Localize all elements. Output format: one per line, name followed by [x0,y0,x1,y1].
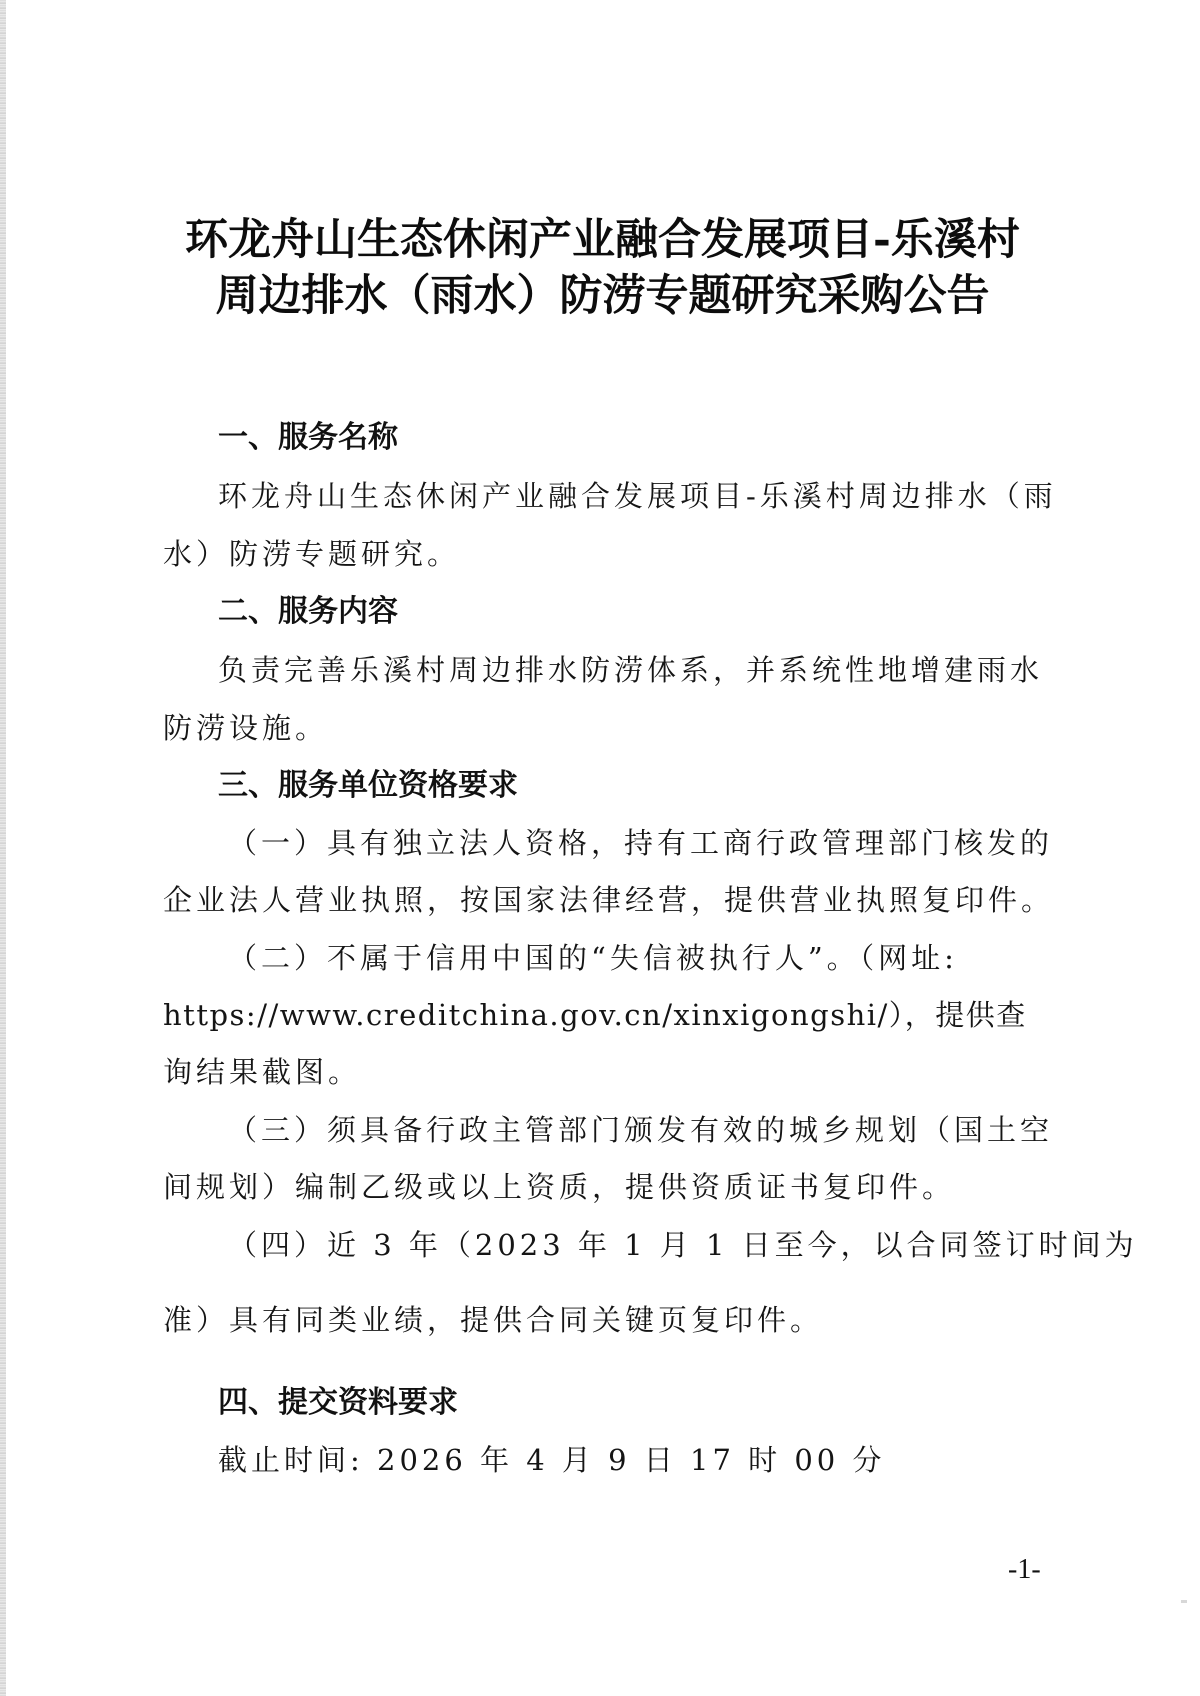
scan-edge-artifact [0,0,6,1696]
qualification-item-4-line-1: （四）近 3 年（2023 年 1 月 1 日至今，以合同签订时间为 [228,1228,1138,1262]
qualification-item-2-line-2-url: https://www.creditchina.gov.cn/xinxigongshi/），提供查 [163,998,1027,1032]
section-heading-submission: 四、提交资料要求 [218,1385,458,1420]
qualification-item-1-line-2: 企业法人营业执照，按国家法律经营，提供营业执照复印件。 [163,883,1055,917]
document-title-line-1: 环龙舟山生态休闲产业融合发展项目-乐溪村 [185,215,1020,265]
qualification-item-3-line-2: 间规划）编制乙级或以上资质，提供资质证书复印件。 [163,1170,956,1204]
qualification-item-4-line-2: 准）具有同类业绩，提供合同关键页复印件。 [163,1303,824,1337]
qualification-item-2-line-1: （二）不属于信用中国的“失信被执行人”。（网址: [228,941,958,975]
section-heading-service-content: 二、服务内容 [218,594,398,629]
service-name-line-1: 环龙舟山生态休闲产业融合发展项目-乐溪村周边排水（雨 [218,479,1057,513]
submission-deadline: 截止时间: 2026 年 4 月 9 日 17 时 00 分 [218,1443,886,1477]
scan-speck-artifact [1181,1600,1187,1603]
service-content-line-2: 防涝设施。 [163,711,329,745]
page-number: -1- [1008,1554,1041,1585]
qualification-item-3-line-1: （三）须具备行政主管部门颁发有效的城乡规划（国土空 [228,1113,1054,1147]
service-name-line-2: 水）防涝专题研究。 [163,537,461,571]
section-heading-qualification: 三、服务单位资格要求 [218,768,518,803]
qualification-item-2-line-3: 询结果截图。 [163,1055,362,1089]
document-title-line-2: 周边排水（雨水）防涝专题研究采购公告 [215,271,990,321]
section-heading-service-name: 一、服务名称 [218,420,398,455]
qualification-item-1-line-1: （一）具有独立法人资格，持有工商行政管理部门核发的 [228,826,1054,860]
service-content-line-1: 负责完善乐溪村周边排水防涝体系，并系统性地增建雨水 [218,653,1044,687]
